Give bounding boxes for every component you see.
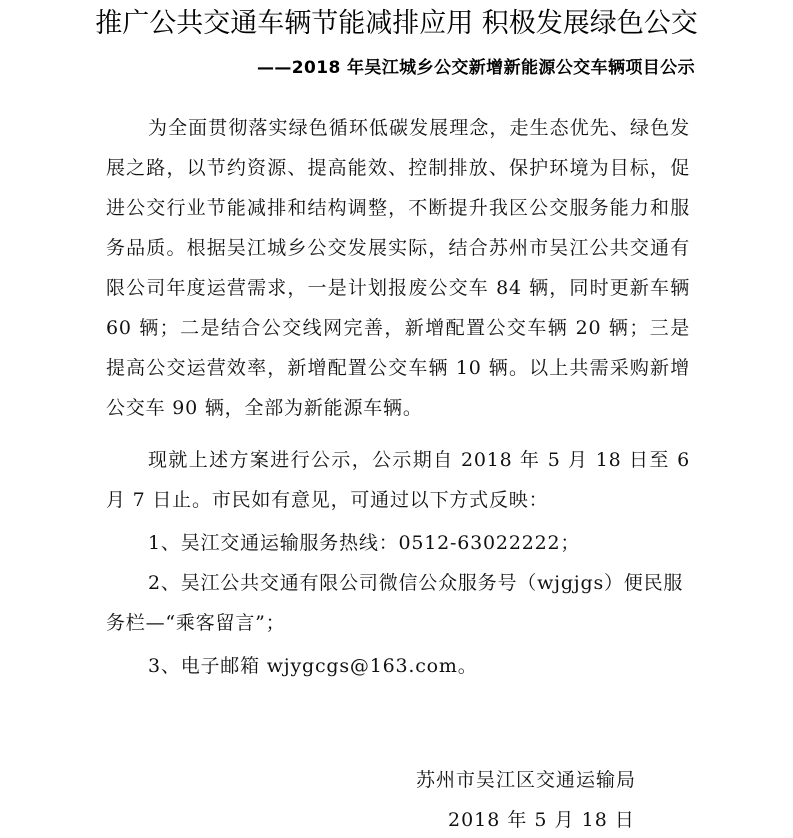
contact-item-wechat: 2、吴江公共交通有限公司微信公众服务号（wjgjgs）便民服务栏—“乘客留言”； [106, 572, 684, 634]
body-paragraph-intro: 为全面贯彻落实绿色循环低碳发展理念，走生态优先、绿色发展之路，以节约资源、提高能效、控制排放、保护环境为目标，促进公交行业节能减排和结构调整，不断提升我区公交服务能力和服务品质。根据吴江城乡公交发展实际，结合苏州市吴江公共交通有限公司年度运营需求，一是计划报废公交车 84 辆，同时更新车辆 60 辆；二是结合公交线网完善，新增配置公交车辆 20 辆；三是提高公交运营效率，新增配置公交车辆 10 辆。以上共需采购新增公交车 90 辆，全部为新能源车辆。 [106, 117, 690, 419]
body-paragraph-notice: 现就上述方案进行公示，公示期自 2018 年 5 月 18 日至 6 月 7 日止。市民如有意见，可通过以下方式反映： [106, 449, 690, 511]
contact-item-hotline: 1、吴江交通运输服务热线：0512-63022222； [148, 532, 581, 554]
signature-date: 2018 年 5 月 18 日 [448, 809, 635, 831]
document-subtitle: ——2018 年吴江城乡公交新增新能源公交车辆项目公示 [256, 58, 695, 78]
contact-item-email: 3、电子邮箱 wjygcgs@163.com。 [148, 655, 478, 677]
signature-organization: 苏州市吴江区交通运输局 [416, 769, 637, 791]
document-title: 推广公共交通车辆节能减排应用 积极发展绿色公交 [95, 8, 698, 39]
